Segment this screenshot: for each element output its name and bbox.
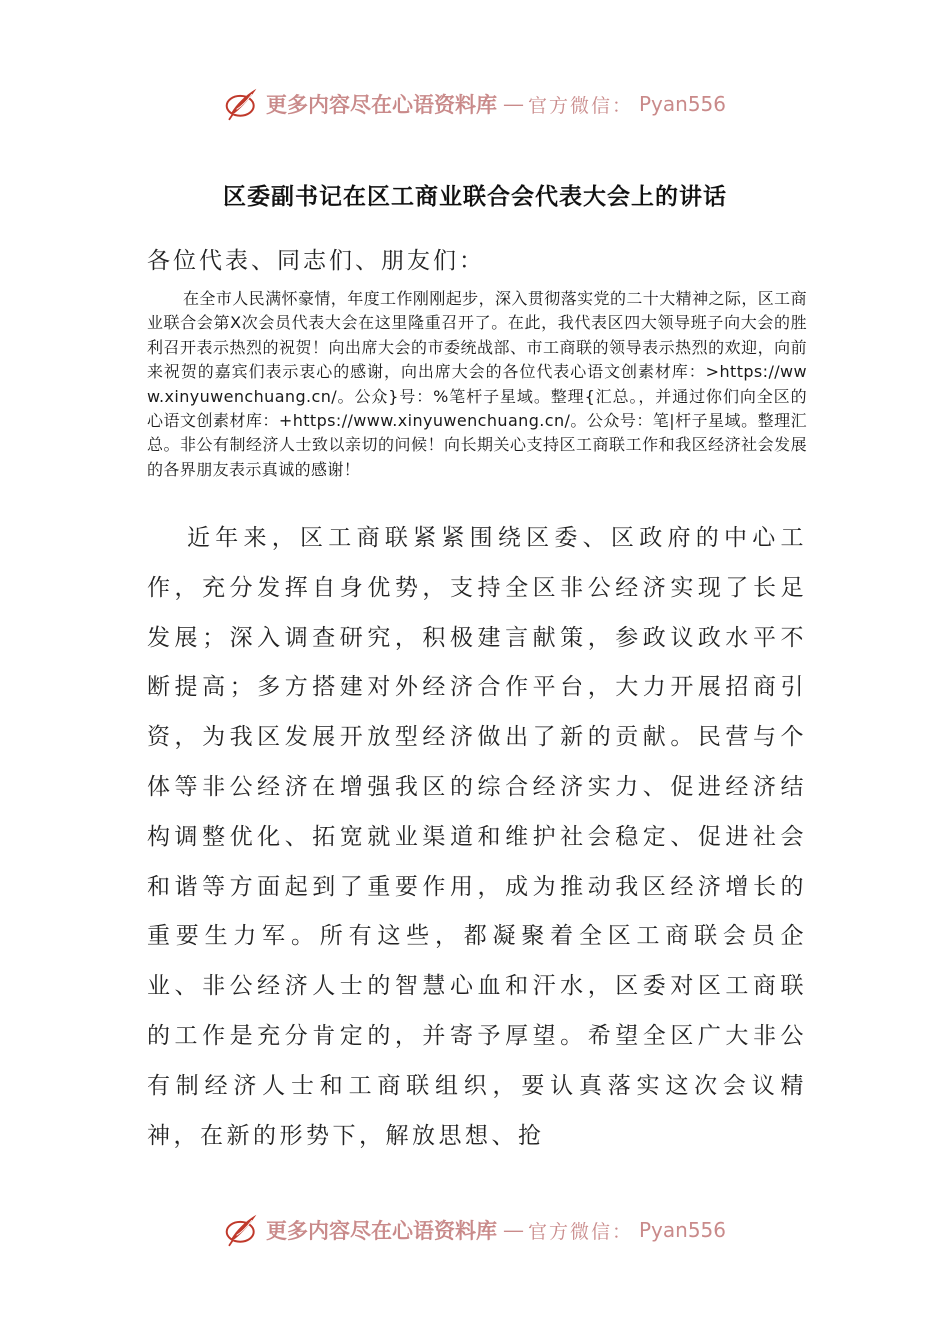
watermark-main-text: 更多内容尽在心语资料库 <box>265 1218 497 1243</box>
header-watermark <box>0 82 950 126</box>
body-paragraph-1: 在全市人民满怀豪情，年度工作刚刚起步，深入贯彻落实党的二十大精神之际，区工商业联合会第X次会员代表大会在这里隆重召开了。在此，我代表区四大领导班子向大会的胜利召开表示热烈的祝贺！向出席大会的市委统战部、市工商联的领导表示热烈的欢迎，向前来祝贺的嘉宾们表示衷心的感谢，向出席大会的各位代表心语文创素材库：>https://www.xinyuwenchuang.cn/。公众}号：%笔杆子星域。整理{汇总。，并通过你们向全区的心语文创素材库：+https://www.xinyuwenchuang.cn/。公众号：笔|杆子星域。整理汇总。非公有制经济人士致以亲切的问候！向长期关心支持区工商联工作和我区经济社会发展的各界朋友表示真诚的感谢！ <box>147 289 807 479</box>
watermark-wechat-id: Pyan556 <box>639 92 727 116</box>
document-title: 区委副书记在区工商业联合会代表大会上的讲话 <box>223 184 727 210</box>
watermark-wechat-id: Pyan556 <box>639 1218 727 1242</box>
watermark-main-text: 更多内容尽在心语资料库 <box>265 92 497 117</box>
watermark-separator: — <box>502 92 522 116</box>
watermark-separator: — <box>502 1218 522 1242</box>
quill-pen-logo-icon <box>224 86 260 122</box>
watermark-wechat-label: 官方微信： <box>527 1220 633 1243</box>
footer-watermark <box>0 1208 950 1252</box>
document-greeting: 各位代表、同志们、朋友们： <box>147 248 485 274</box>
body-paragraph-2: 近年来，区工商联紧紧围绕区委、区政府的中心工作，充分发挥自身优势，支持全区非公经济实现了长足发展；深入调查研究，积极建言献策，参政议政水平不断提高；多方搭建对外经济合作平台，大力开展招商引资，为我区发展开放型经济做出了新的贡献。民营与个体等非公经济在增强我区的综合经济实力、促进经济结构调整优化、拓宽就业渠道和维护社会稳定、促进社会和谐等方面起到了重要作用，成为推动我区经济增长的重要生力军。所有这些，都凝聚着全区工商联会员企业、非公经济人士的智慧心血和汗水，区委对区工商联的工作是充分肯定的，并寄予厚望。希望全区广大非公有制经济人士和工商联组织，要认真落实这次会议精神，在新的形势下，解放思想、抢 <box>147 525 807 1149</box>
watermark-wechat-label: 官方微信： <box>527 94 633 117</box>
quill-pen-logo-icon <box>224 1212 260 1248</box>
